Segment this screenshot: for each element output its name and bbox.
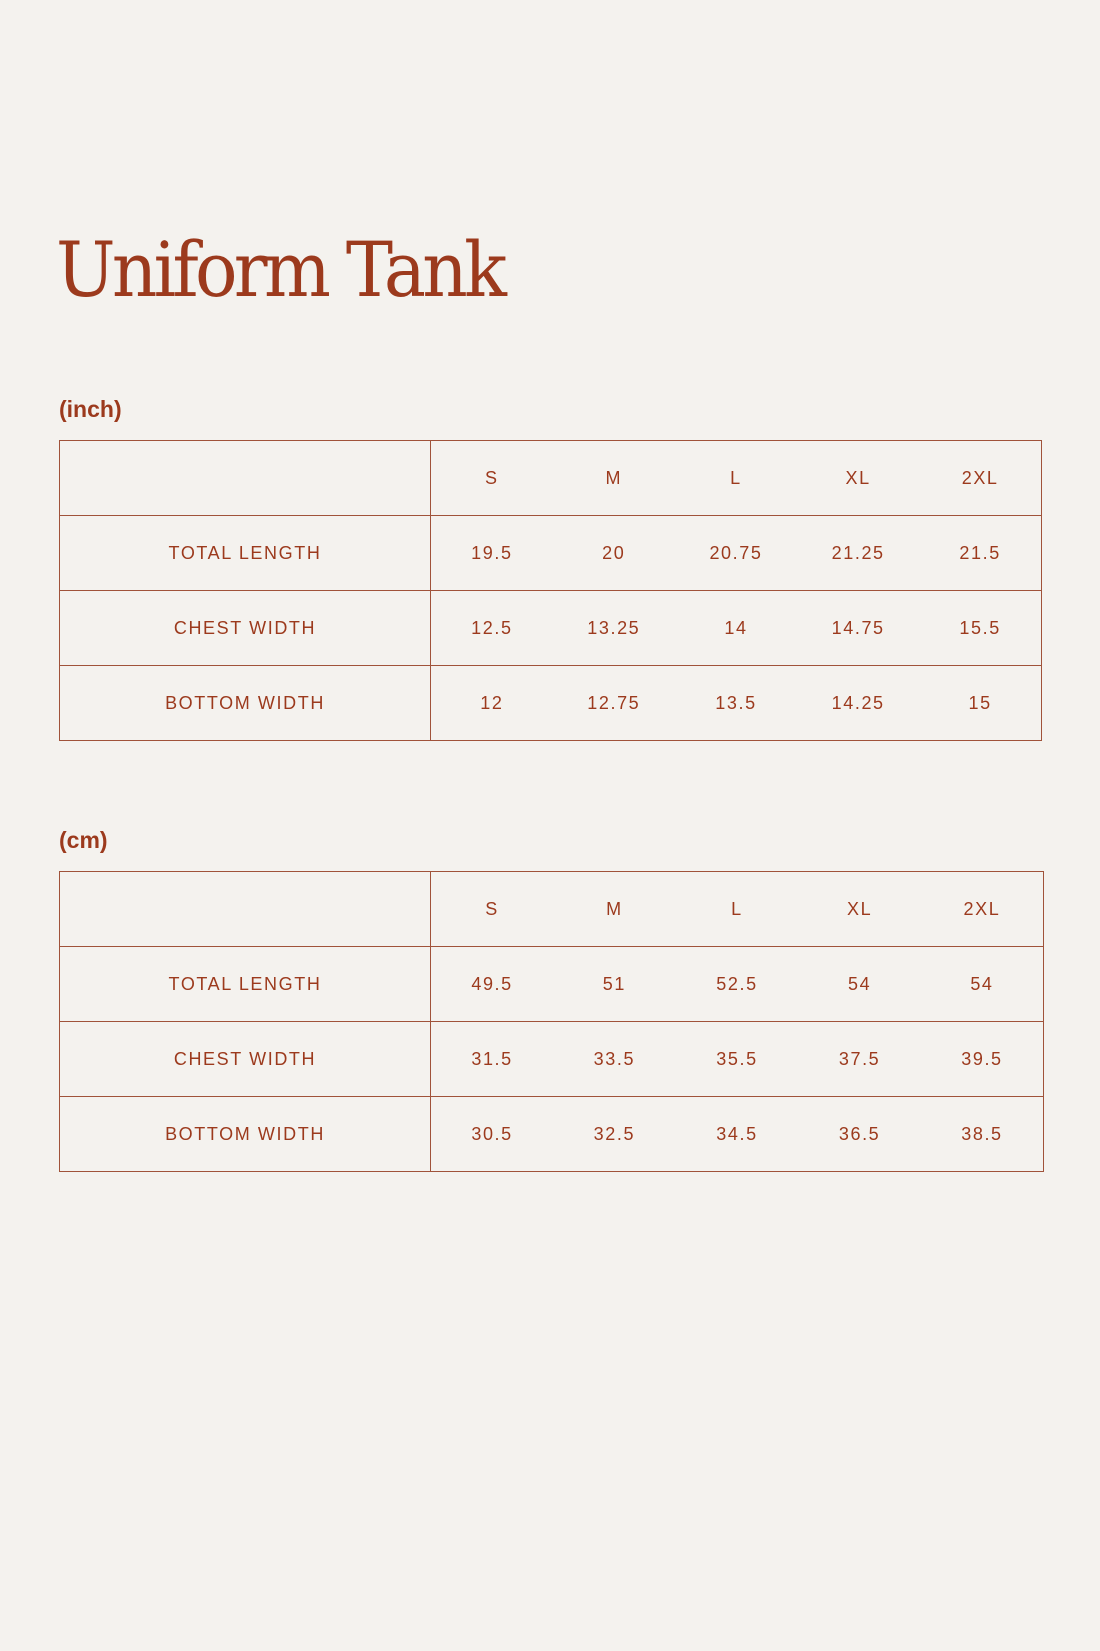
table-row — [60, 1022, 1044, 1097]
table-cell: 52.5 — [716, 973, 758, 994]
table-cell: 35.5 — [716, 1048, 758, 1069]
table-cell: 54 — [847, 973, 872, 994]
table-cell: 38.5 — [961, 1123, 1003, 1144]
table-cell: 20 — [602, 542, 626, 563]
table-cell: 19.5 — [471, 542, 513, 563]
row-label-bottom-width: BOTTOM WIDTH — [60, 666, 431, 741]
table-cell: 32.5 — [593, 1123, 636, 1144]
table-cell: 30.5 — [471, 1123, 513, 1144]
table-cell: 12.5 — [471, 617, 513, 638]
size-header-l: L — [730, 467, 742, 488]
corner-cell — [60, 441, 431, 516]
table-cell: 12.75 — [587, 692, 641, 713]
table-cell: 51 — [602, 973, 626, 994]
table-header-row — [60, 441, 1042, 516]
table-cell: 12 — [480, 692, 504, 713]
table-cell: 14.25 — [831, 692, 885, 713]
size-header-xl: XL — [846, 898, 873, 919]
table-cell: 14.75 — [831, 617, 885, 638]
table-cell: 13.25 — [587, 617, 641, 638]
table-cell: 15 — [968, 692, 992, 713]
table-cell: 33.5 — [593, 1048, 636, 1069]
size-header-m: M — [606, 898, 623, 919]
table-cell: 15.5 — [959, 617, 1001, 638]
cm-size-table — [59, 871, 1044, 1172]
table-cell: 14 — [724, 617, 748, 638]
size-header-2xl: 2XL — [963, 898, 1001, 919]
table-row — [60, 591, 1042, 666]
table-cell: 31.5 — [471, 1048, 513, 1069]
row-label-chest-width: CHEST WIDTH — [60, 591, 431, 666]
table-cell: 36.5 — [838, 1123, 881, 1144]
inch-size-table — [59, 440, 1042, 741]
table-row — [60, 516, 1042, 591]
size-header-l: L — [731, 898, 743, 919]
table-cell: 21.25 — [831, 542, 885, 563]
inch-section-label: (inch) — [59, 396, 122, 422]
row-label-bottom-width: BOTTOM WIDTH — [60, 1097, 431, 1172]
page-title: Uniform Tank — [56, 225, 504, 314]
table-cell: 21.5 — [959, 542, 1001, 563]
table-row — [60, 1097, 1044, 1172]
size-header-s: S — [485, 467, 499, 488]
table-header-row — [60, 872, 1044, 947]
cm-section-label: (cm) — [59, 827, 108, 853]
size-header-xl: XL — [845, 467, 871, 488]
table-cell: 13.5 — [715, 692, 757, 713]
table-cell: 20.75 — [709, 542, 763, 563]
row-label-total-length: TOTAL LENGTH — [60, 947, 431, 1022]
corner-cell — [60, 872, 431, 947]
table-cell: 34.5 — [716, 1123, 758, 1144]
table-row — [60, 666, 1042, 741]
size-header-m: M — [605, 467, 623, 488]
row-label-chest-width: CHEST WIDTH — [60, 1022, 431, 1097]
size-header-2xl: 2XL — [961, 467, 999, 488]
table-cell: 39.5 — [961, 1048, 1003, 1069]
table-cell: 54 — [970, 973, 994, 994]
row-label-total-length: TOTAL LENGTH — [60, 516, 431, 591]
table-cell: 37.5 — [838, 1048, 881, 1069]
table-cell: 49.5 — [471, 973, 513, 994]
table-row — [60, 947, 1044, 1022]
size-header-s: S — [485, 898, 499, 919]
